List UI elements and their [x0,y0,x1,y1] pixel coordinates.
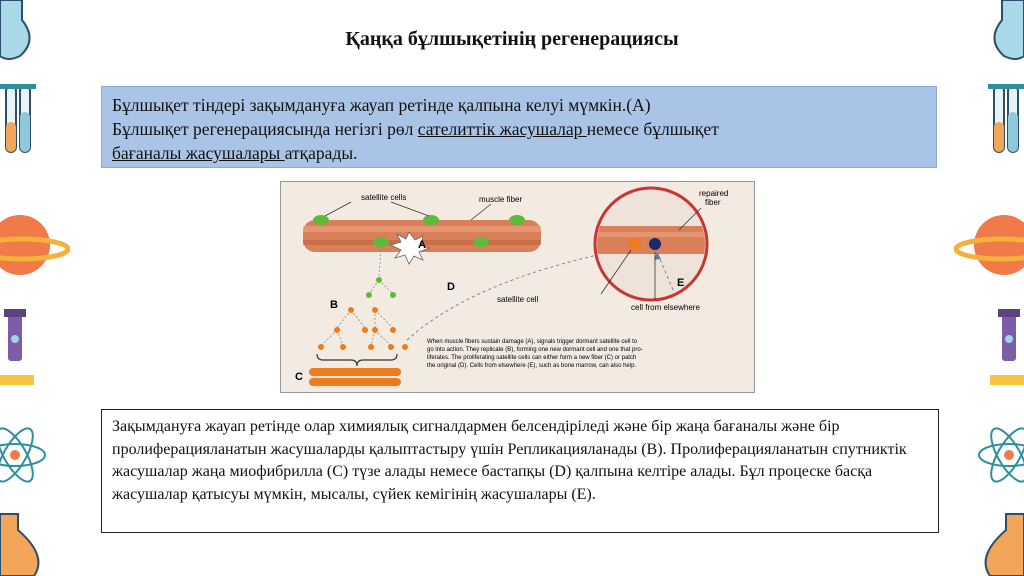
proliferating-cell [390,327,396,333]
intro-line-2-end: немесе бұлшықет [586,119,719,139]
satellite-cell-dot [313,215,329,225]
label-satellite-cell: satellite cell [497,295,539,304]
intro-line-2 [112,117,926,141]
figure-caption-line: liferates. The proliferating satellite cells can either form a new fiber (C) or patch [427,355,637,361]
label-c: C [295,371,303,383]
proliferating-cell [362,327,368,333]
intro-line-1: Бұлшықет тіндері зақымдануға жауап ретінде қалпына келуі мүмкін.(А) [112,95,651,115]
label-a: A [418,239,426,251]
proliferating-cell [402,344,408,350]
figure-caption-line: go into action. They replicate (B), forming one new dormant cell and one that pro- [427,347,643,353]
proliferating-cell [348,307,354,313]
regeneration-diagram-svg [281,182,754,392]
beaker-icon-right [964,508,1024,576]
test-tubes-icon-left [0,82,40,162]
figure-caption-line: the original (D). Cells from elsewhere (E), such as bone marrow, can also help. [427,363,637,369]
figure-caption-line: When muscle fibers sustain damage (A), signals trigger dormant satellite cell to [427,339,638,345]
new-fiber-shape [309,378,401,386]
atom-icon-left [0,420,60,490]
cell-elsewhere-circle [649,238,661,250]
atom-icon-right [964,420,1024,490]
intro-line-3-end: атқарады. [284,143,358,163]
planet-icon-right [954,205,1024,285]
proliferating-cell [388,344,394,350]
label-satellite-cells: satellite cells [361,193,407,202]
satellite-cells-term: сателиттік жасушалар [417,119,587,139]
new-fiber-shape [309,368,401,376]
brace-icon [317,354,397,366]
label-fiber: fiber [705,198,721,207]
label-repaired: repaired [699,189,729,198]
label-b: B [330,299,338,311]
beaker-icon-left [0,508,60,576]
intro-line-2-start: Бұлшықет регенерациясында негізгі рөл [112,119,418,139]
satellite-cell-dot [473,237,489,247]
proliferating-cell [340,344,346,350]
planet-icon-left [0,205,70,285]
label-e: E [677,277,685,289]
stem-cells-term: бағаналы жасушалары [112,143,285,163]
microscope-icon-left [0,305,40,395]
proliferating-cell [372,327,378,333]
satellite-cell-dot [509,215,525,225]
proliferating-cell [390,292,396,298]
intro-line-3 [112,141,926,165]
intro-text-box [101,86,937,168]
test-tubes-icon-right [984,82,1024,162]
label-cell-elsewhere: cell from elsewhere [631,303,700,312]
satellite-cell-dot [423,215,439,225]
proliferating-cell [368,344,374,350]
label-d: D [447,281,455,293]
dividing-cell [376,277,382,283]
microscope-icon-right [984,305,1024,395]
satellite-cell-circle [629,238,641,250]
satellite-cell-dot [373,237,389,247]
dormant-cell [366,292,372,298]
label-muscle-fiber: muscle fiber [479,195,523,204]
proliferating-cell [318,344,324,350]
regeneration-diagram [280,181,755,393]
page-title: Қаңқа бұлшықетінің регенерациясы [345,28,679,50]
explanation-text-box: Зақымдануға жауап ретінде олар химиялық сигналдармен белсендіріледі және бір жаңа бағаналы және бір пролиферацияланатын жасушаларды қалыптастыру үшін Репликацияланады (В). Пролиферацияланатын спутниктік жасушалар жаңа миофибрилла (С) түзе алады немесе бастапқы (D) қалпына келтіре алады. Бұл процеске басқа жасушалар қатысуы мүмкін, мысалы, сүйек кемігінің жасушалары (Е). [101,409,939,533]
proliferating-cell [334,327,340,333]
proliferating-cell [372,307,378,313]
